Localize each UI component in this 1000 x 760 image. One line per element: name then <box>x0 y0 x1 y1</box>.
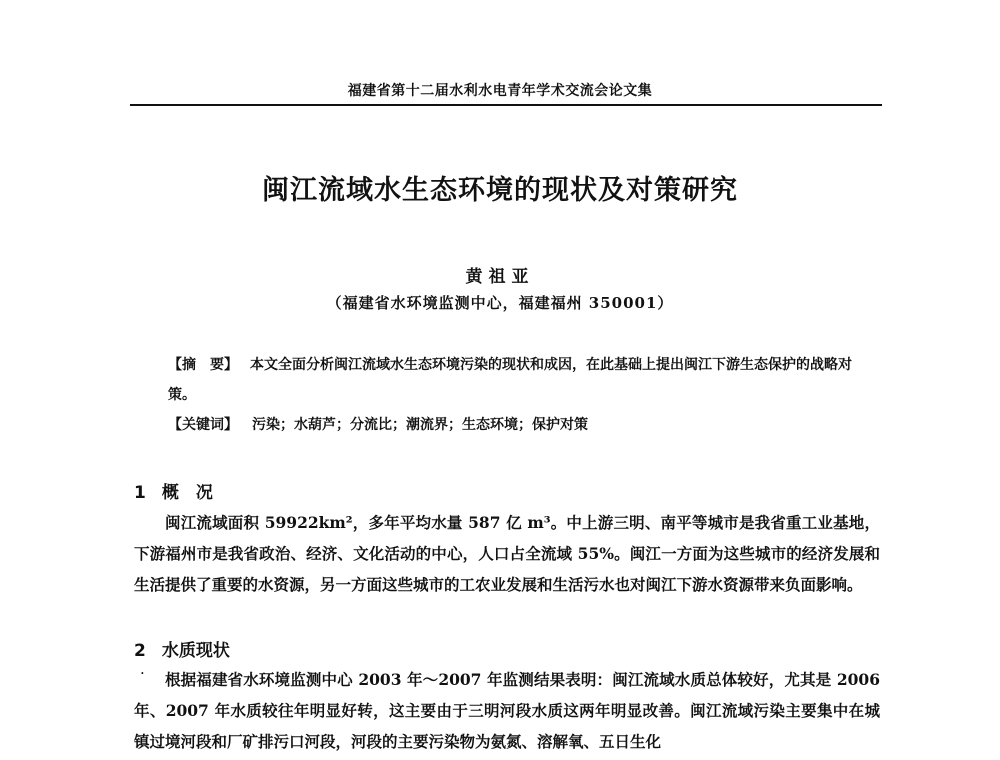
section-paragraph-water-quality: 根据福建省水环境监测中心 2003 年～2007 年监测结果表明：闽江流域水质总体较好，尤其是 2006 年、2007 年水质较往年明显好转，这主要由于三明河段水质这两年明显改善。闽江流域污染主要集中在城镇过境河段和厂矿排污口河段，河段的主要污染物为氨氮、溶解氧、五日生化 <box>134 670 880 751</box>
section-number: 2 <box>134 641 146 661</box>
abstract <box>168 350 858 410</box>
section-paragraph-overview: 闽江流域面积 59922km²，多年平均水量 587 亿 m³。中上游三明、南平等城市是我省重工业基地，下游福州市是我省政治、经济、文化活动的中心，人口占全流域 55%。闽江一方面为这些城市的经济发展和生活提供了重要的水资源，另一方面这些城市的工农业发展和生活污水也对闽江下游水资源带来负面影响。 <box>134 513 880 594</box>
paper-title: 闽江流域水生态环境的现状及对策研究 <box>262 175 738 206</box>
section-heading-water-quality <box>134 636 230 661</box>
header-rule <box>130 104 882 106</box>
scan-speck: · <box>140 664 145 682</box>
paper-author: 黄祖亚 <box>465 267 535 287</box>
keywords-label: 【关键词】 <box>168 417 238 433</box>
section-title: 水质现状 <box>161 641 230 661</box>
section-title: 概 况 <box>161 483 213 503</box>
section-number: 1 <box>134 483 146 503</box>
abstract-label: 【摘 要】 <box>168 357 238 373</box>
paper-affiliation: （福建省水环境监测中心，福建福州 350001） <box>326 294 674 312</box>
abstract-text: 本文全面分析闽江流域水生态环境污染的现状和成因，在此基础上提出闽江下游生态保护的战略对策。 <box>168 357 852 403</box>
keywords <box>168 414 858 434</box>
keywords-text: 污染；水葫芦；分流比；潮流界；生态环境；保护对策 <box>252 417 588 433</box>
section-heading-overview <box>134 478 213 503</box>
journal-header: 福建省第十二届水利水电青年学术交流会论文集 <box>347 83 653 99</box>
